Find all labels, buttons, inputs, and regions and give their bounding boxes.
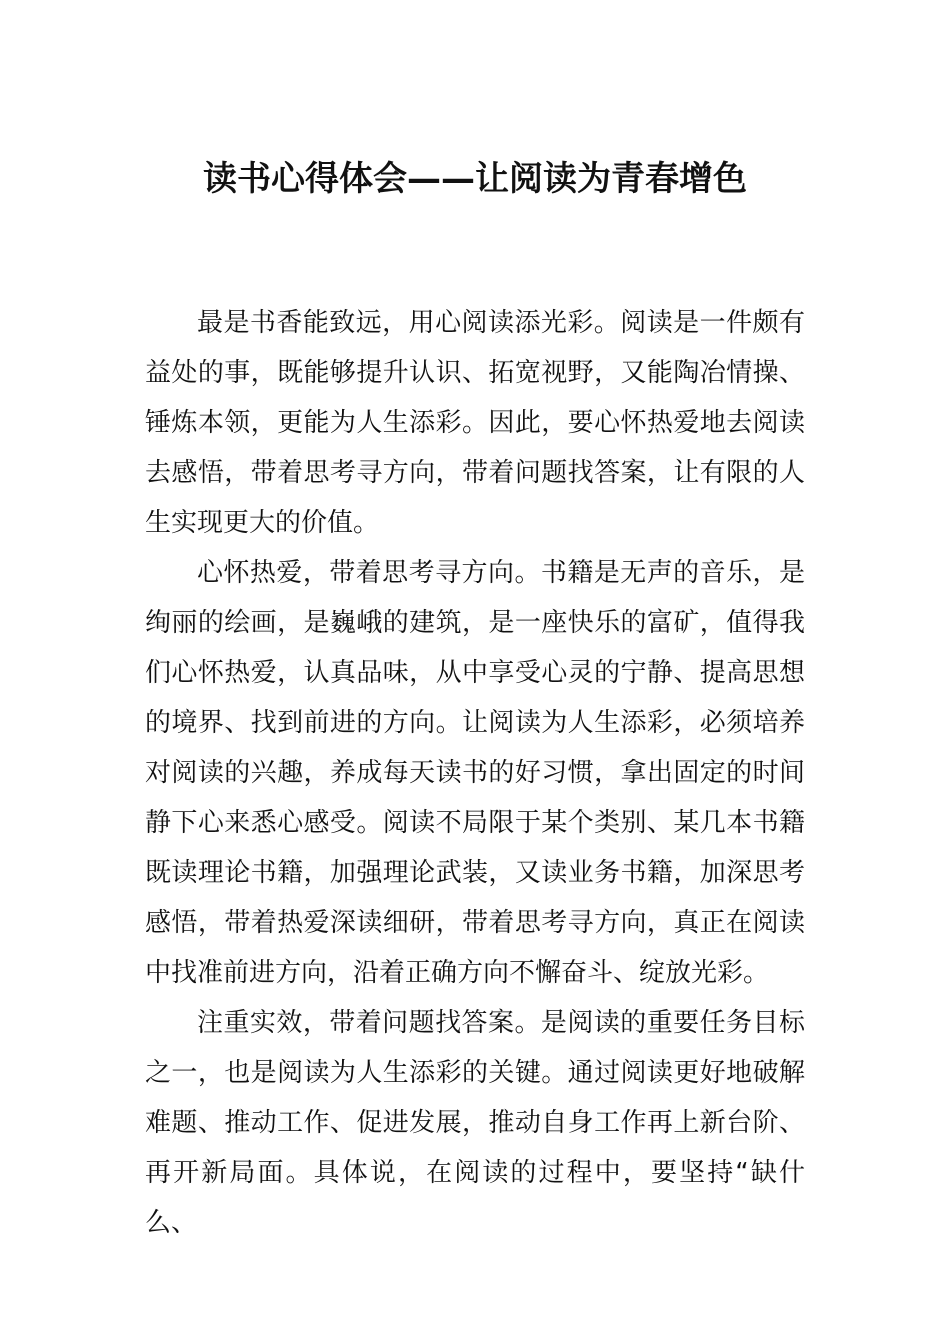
paragraph-2: 心怀热爱，带着思考寻方向。书籍是无声的音乐，是绚丽的绘画，是巍峨的建筑，是一座快乐的富矿，值得我们心怀热爱，认真品味，从中享受心灵的宁静、提高思想的境界、找到前进的方向。让阅读为人生添彩，必须培养对阅读的兴趣，养成每天读书的好习惯，拿出固定的时间静下心来悉心感受。阅读不局限于某个类别、某几本书籍既读理论书籍，加强理论武装，又读业务书籍，加深思考感悟，带着热爱深读细研，带着思考寻方向，真正在阅读中找准前进方向，沿着正确方向不懈奋斗、绽放光彩。 — [145, 558, 805, 988]
document-body — [145, 298, 805, 1248]
document-title: 读书心得体会——让阅读为青春增色 — [203, 159, 747, 199]
paragraph-3: 注重实效，带着问题找答案。是阅读的重要任务目标之一，也是阅读为人生添彩的关键。通过阅读更好地破解难题、推动工作、促进发展，推动自身工作再上新台阶、再开新局面。具体说，在阅读的过程中，要坚持“缺什么、 — [145, 1008, 805, 1238]
paragraph-1: 最是书香能致远，用心阅读添光彩。阅读是一件颇有益处的事，既能够提升认识、拓宽视野，又能陶冶情操、锤炼本领，更能为人生添彩。因此，要心怀热爱地去阅读去感悟，带着思考寻方向，带着问题找答案，让有限的人生实现更大的价值。 — [145, 308, 805, 538]
